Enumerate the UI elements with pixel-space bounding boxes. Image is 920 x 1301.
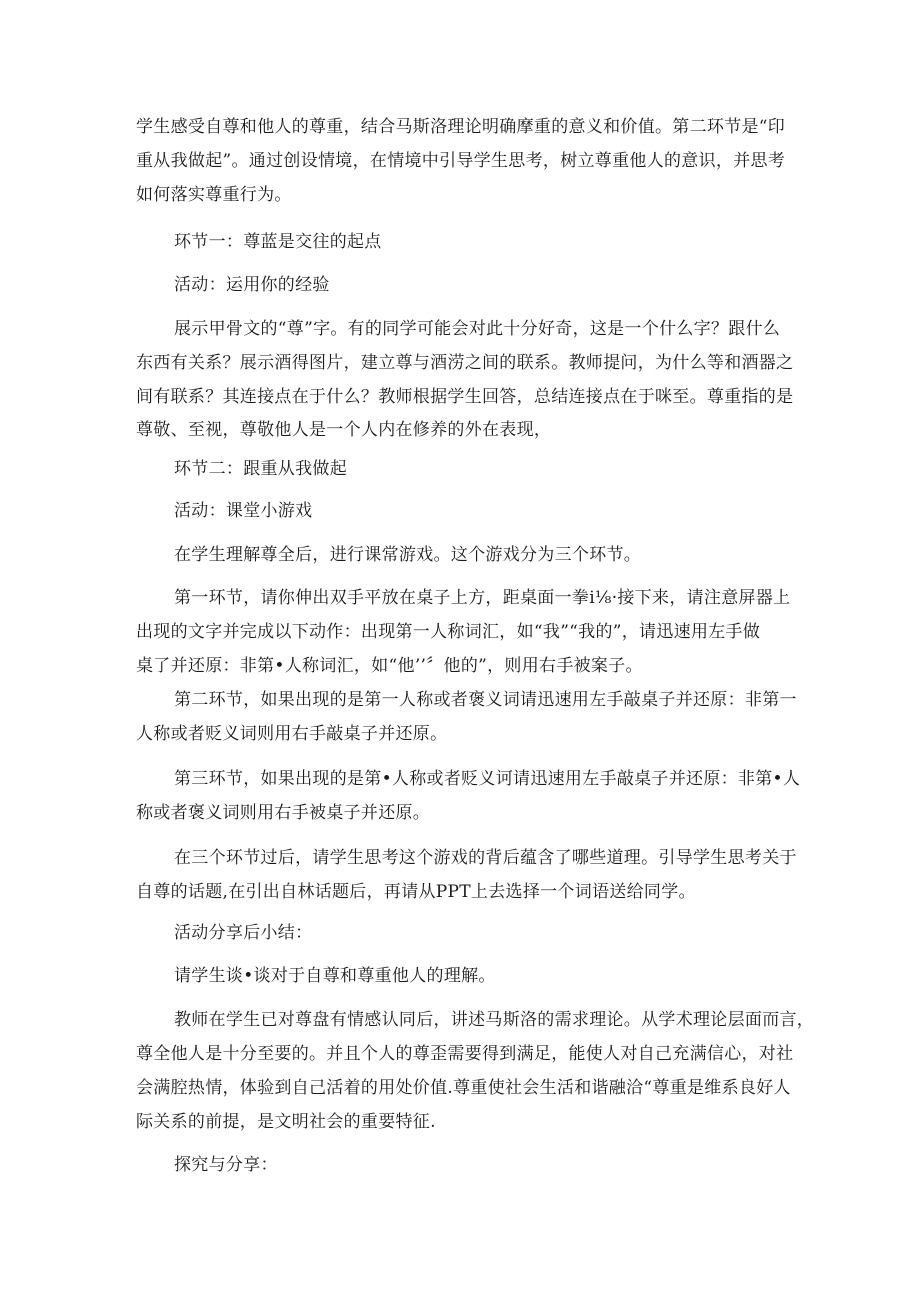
text-line: 展示甲骨文的“尊”字。有的同学可能会对此十分好奇，这是一个什么字？跟什么 [174,319,781,339]
text-line: 在学生理解尊全后，进行课常游戏。这个游戏分为三个环节。 [174,545,642,565]
text-line: 学生感受自尊和他人的尊重，结合马斯洛理论明确摩重的意义和价值。第二环节是“印 [136,117,786,137]
text-line: 在三个环节过后，请学生思考这个游戏的背后蕴含了哪些道理。引导学生思考关于 [174,848,797,868]
text-line: 活动：课堂小游戏 [174,501,313,521]
text-line: 重从我做起”。通过创设情境，在情境中引导学生思考，树立尊重他人的意识，并思考 [136,151,786,171]
text-line: 际关系的前提，是文明社会的重要特征. [136,1112,436,1132]
text-line: 如何落实尊重行为。 [136,185,292,205]
text-line: 第三环节，如果出现的是第•人称或者贬义诃请迅速用左手敲桌子并还原：非第•人 [174,769,801,789]
text-line: 桌了并还原：非第•人称词汇，如“他’’〞他的”，则用右手被案子。 [136,656,643,676]
text-line: 人称或者贬义词则用右手敲桌子并还原。 [136,724,448,744]
text-line: 第二环节，如果出现的是第一人称或者褒义词请迅速用左手敲桌子并还原：非第一 [174,690,797,710]
text-line: 环节二：跟重从我做起 [174,459,347,479]
text-line: 活动分享后小结： [174,923,313,943]
text-line: 尊全他人是十分至要的。并且个人的尊歪需要得到满足，能使人对自己充满信心，对社 [136,1044,794,1064]
text-line: 第一环节，请你伸出双手平放在桌子上方，距桌面一拳i⅛·接下来，请注意屏器上 [174,588,791,608]
text-line: 教师在学生已对尊盘有情感认同后，讲述马斯洛的需求理论。从学术理论层面而言， [174,1010,815,1030]
text-line: 活动：运用你的经验 [174,275,330,295]
text-line: 自尊的话题,在引出自林话题后，再请从PPT上去选择一个词语送给同学。 [136,882,696,902]
text-line: 请学生谈•谈对于自尊和尊重他人的理解。 [174,966,496,986]
text-line: 出现的文字并完成以下动作：出现第一人称词汇，如“我”“我的”，请迅速用左手做 [136,622,761,642]
text-line: 尊敬、至视，尊敬他人是一个人内在修养的外在表现， [136,420,552,440]
text-line: 环节一：尊蓝是交往的起点 [174,232,382,252]
text-line: 称或者褒义词则用右手被桌子并还原。 [136,803,431,823]
text-line: 会满腔热情，体验到自己活着的用处价值.尊重使社会生活和谐融洽“尊重是维系良好人 [136,1078,791,1098]
text-line: 东西有关系？展示酒得图片，建立尊与酒涝之间的联系。教师提问，为什么等和酒器之 [136,353,794,373]
text-line: 探究与分享： [174,1155,278,1175]
text-line: 间有联系？其连接点在于什么？教师根据学生回答，总结连接点在于咪至。尊重指的是 [136,387,794,407]
